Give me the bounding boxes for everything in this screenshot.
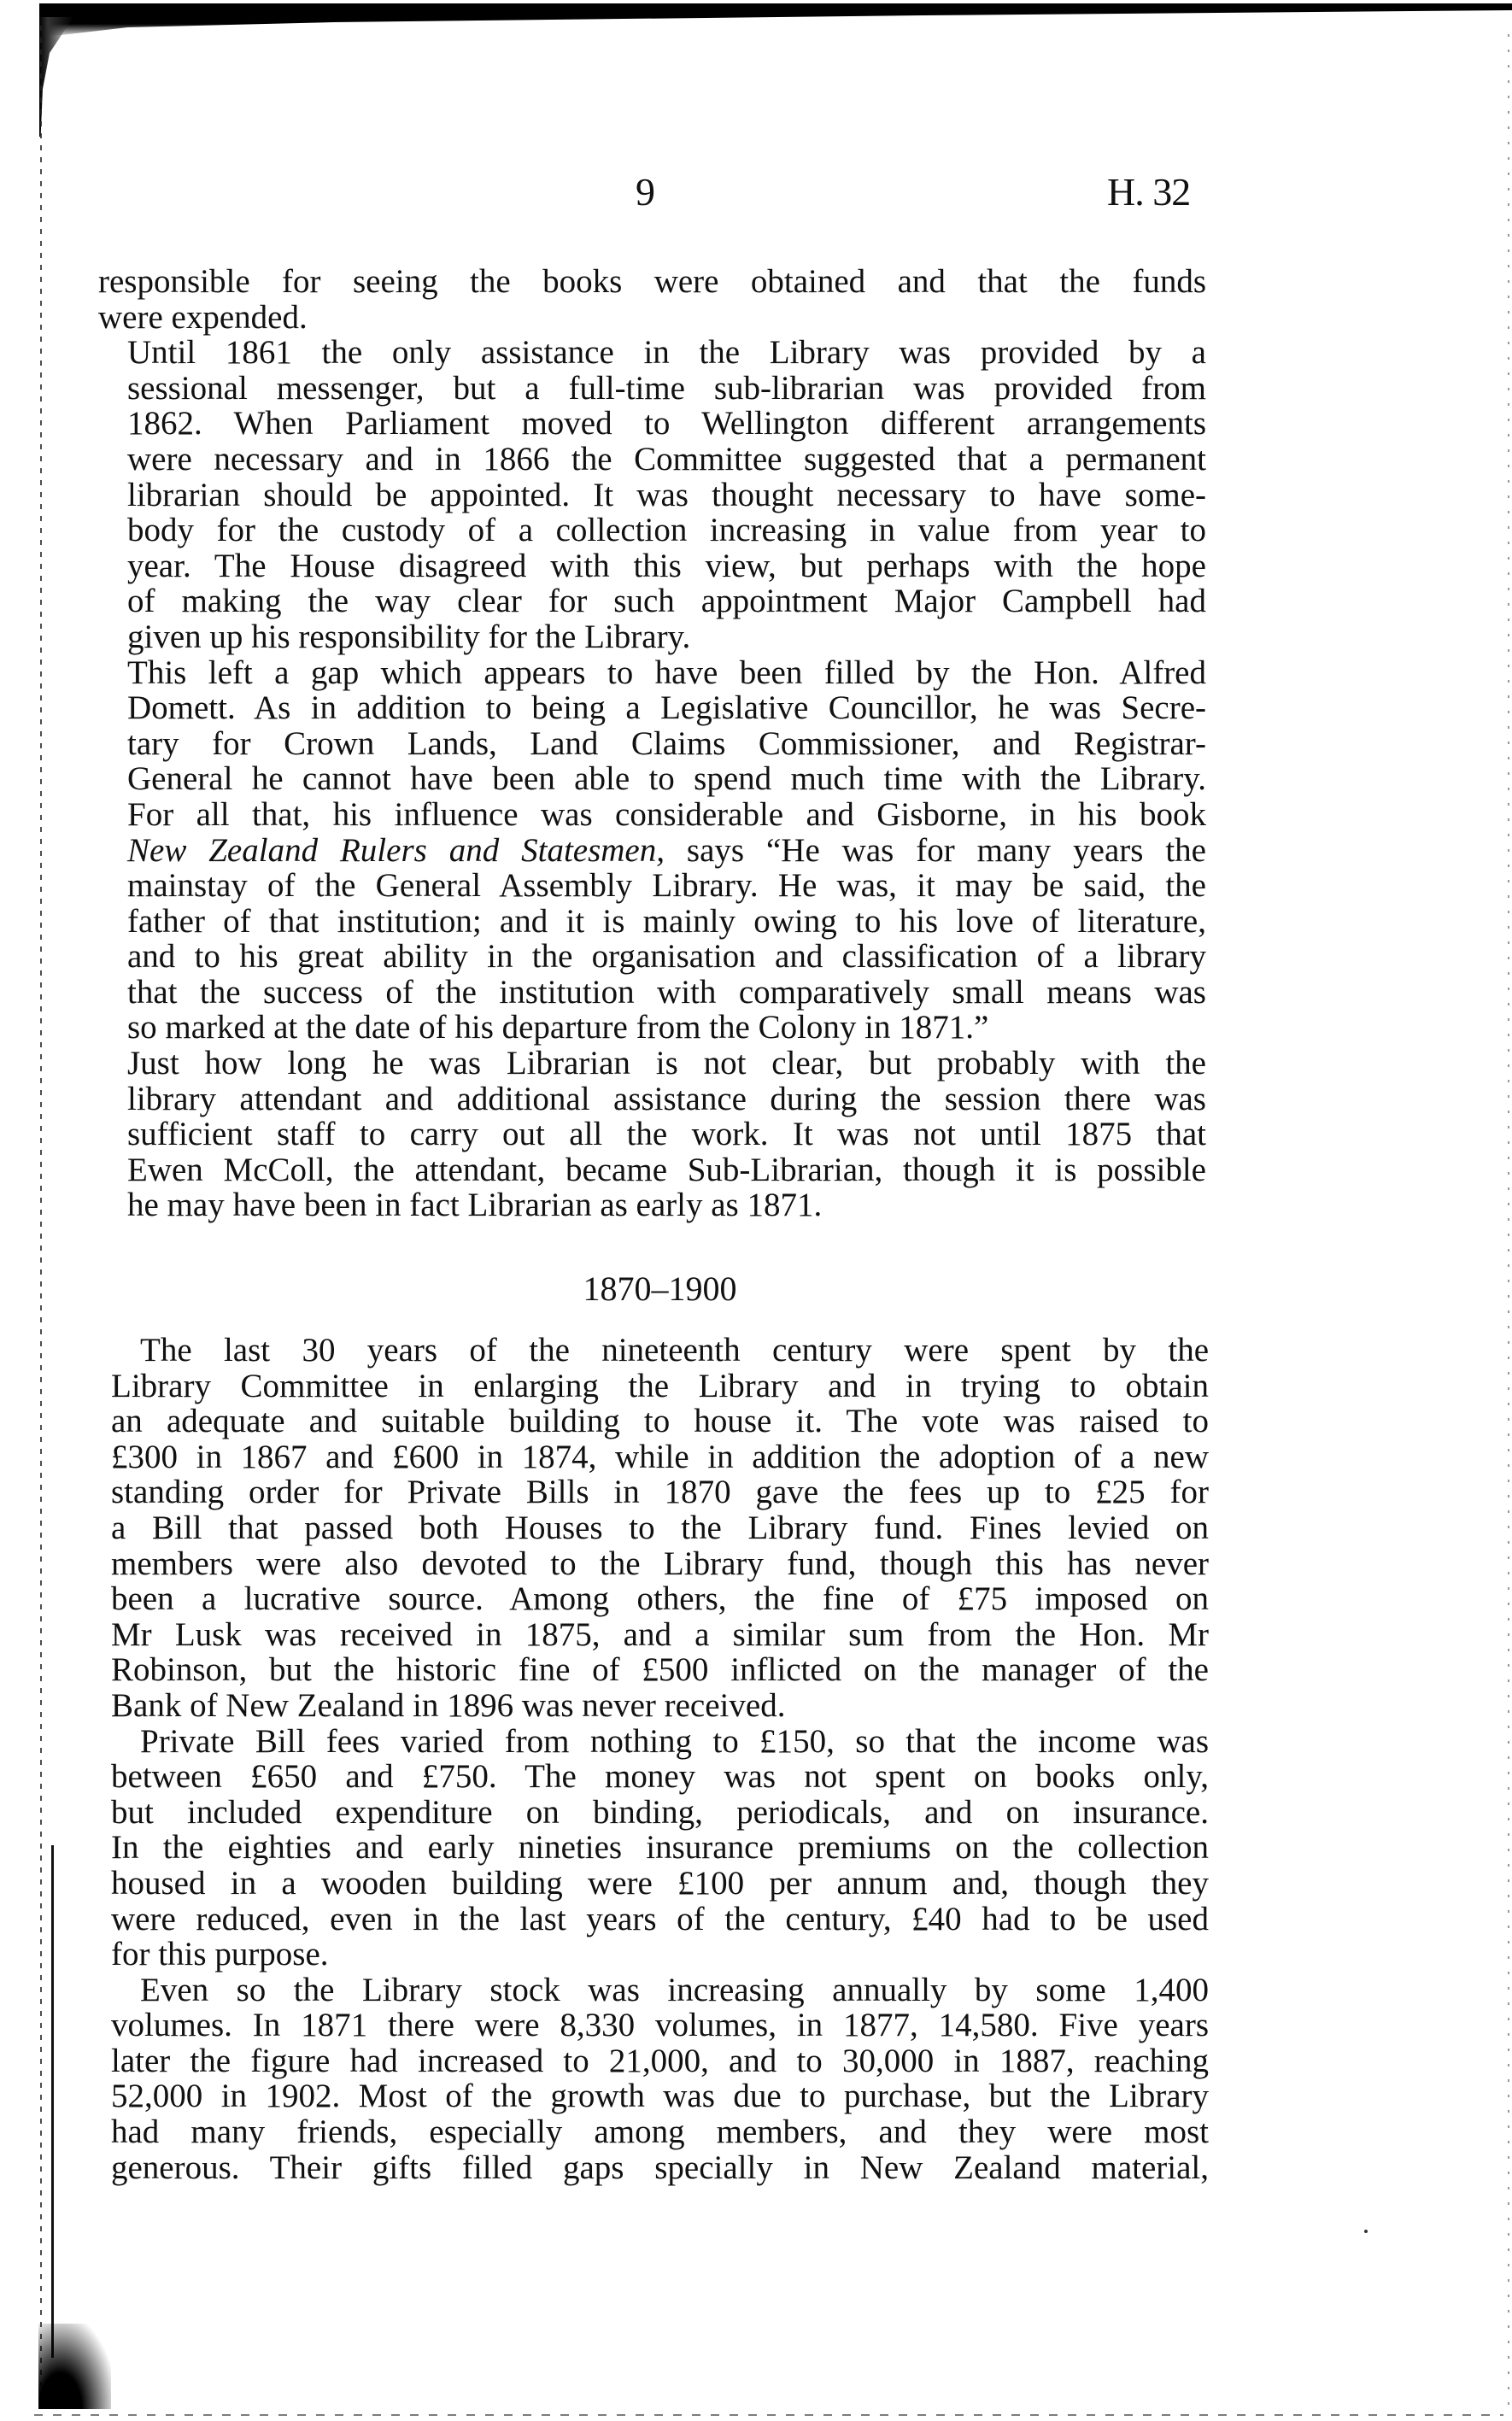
text-line: The last 30 years of the nineteenth century were spent by the [140,1332,1209,1369]
scan-edge-top [39,3,1512,38]
text-line: later the figure had increased to 21,000, and to 30,000 in 1887, reaching [111,2042,1209,2079]
text-line: Just how long he was Librarian is not clear, but probably with the [127,1045,1206,1082]
text-line: sufficient staff to carry out all the work. It was not until 1875 that [127,1116,1206,1153]
text-line-with-title [98,833,1206,869]
text-line: library attendant and additional assistance during the session there was [127,1080,1206,1117]
text-line: generous. Their gifts filled gaps specially in New Zealand material, [111,2148,1209,2186]
text-line: between £650 and £750. The money was not spent on books only, [111,1758,1209,1796]
scan-edge-left-shadow [51,1845,54,2358]
text-line: Even so the Library stock was increasing annually by some 1,400 [140,1971,1209,2008]
scan-speck [1364,2230,1368,2233]
scan-edge-left [40,26,42,2409]
paragraph [111,1724,1209,1973]
text-line: he may have been in fact Librarian as early as 1871. [127,1187,823,1224]
text-line: Ewen McColl, the attendant, became Sub-Librarian, though it is possible [127,1151,1206,1188]
text-line: Until 1861 the only assistance in the Library was provided by a [127,334,1206,372]
body-text-top [98,264,1206,1223]
text-line: Private Bill fees varied from nothing to £150, so that the income was [140,1722,1209,1760]
text-line: were necessary and in 1866 the Committee suggested that a permanent [127,440,1206,478]
scan-edge-corner [39,17,73,137]
text-line: mainstay of the General Assembly Library. He was, it may be said, the [127,867,1206,905]
text-line: librarian should be appointed. It was thought necessary to have some- [127,476,1206,513]
page-number: 9 [636,170,655,214]
text-line: General he cannot have been able to spend much time with the Library. [127,760,1206,798]
text-line: tary for Crown Lands, Land Claims Commissioner, and Registrar- [127,724,1206,762]
text-line: Mr Lusk was received in 1875, and a similar sum from the Hon. Mr [111,1615,1209,1653]
text-fragment: says “He was for many years the [686,831,1206,869]
document-reference: H. 32 [1107,170,1191,214]
text-line: given up his responsibility for the Library. [127,618,691,655]
text-line: Domett. As in addition to being a Legislative Councillor, he was Secre- [127,689,1206,727]
text-line: and to his great ability in the organisation and classification of a library [127,938,1206,976]
text-line: This left a gap which appears to have been filled by the Hon. Alfred [127,654,1206,691]
text-line: standing order for Private Bills in 1870 gave the fees up to £25 for [111,1474,1209,1511]
text-line: of making the way clear for such appointment Major Campbell had [127,583,1206,620]
text-line: Bank of New Zealand in 1896 was never received. [111,1686,786,1724]
text-line: responsible for seeing the books were obtained and that the funds [98,263,1206,300]
paragraph [98,264,1206,335]
text-line: volumes. In 1871 there were 8,330 volumes, in 1877, 14,580. Five years [111,2007,1209,2044]
text-line: so marked at the date of his departure from the Colony in 1871.” [127,1009,989,1046]
text-line: been a lucrative source. Among others, the fine of £75 imposed on [111,1580,1209,1618]
text-line: housed in a wooden building were £100 per annum and, though they [111,1864,1209,1902]
text-line: sessional messenger, but a full-time sub-librarian was provided from [127,369,1206,407]
scan-edge-right [1508,34,1509,2409]
text-line: father of that institution; and it is mainly owing to his love of literature, [127,902,1206,940]
scan-edge-bottom [34,2414,1503,2416]
text-line: but included expenditure on binding, periodicals, and on insurance. [111,1793,1209,1831]
text-line: Robinson, but the historic fine of £500 inflicted on the manager of the [111,1651,1209,1689]
text-line: an adequate and suitable building to house it. The vote was raised to [111,1403,1209,1440]
body-text-bottom [111,1333,1209,2185]
book-title: New Zealand Rulers and Statesmen, [127,831,665,869]
text-line: had many friends, especially among members, and they were most [111,2113,1209,2151]
text-line: for this purpose. [111,1936,329,1973]
text-line: were reduced, even in the last years of the century, £40 had to be used [111,1900,1209,1937]
paragraph [98,335,1206,654]
text-line: a Bill that passed both Houses to the Library fund. Fines levied on [111,1509,1209,1546]
text-line: For all that, his influence was considerable and Gisborne, in his book [127,795,1206,833]
text-line: 52,000 in 1902. Most of the growth was due to purchase, but the Library [111,2078,1209,2115]
text-line: Library Committee in enlarging the Library and in trying to obtain [111,1367,1209,1404]
paragraph [98,655,1206,1046]
scan-edge-bottom-left [38,2324,111,2409]
text-line: body for the custody of a collection increasing in value from year to [127,512,1206,549]
section-heading: 1870–1900 [583,1269,737,1308]
text-line: £300 in 1867 and £600 in 1874, while in addition the adoption of a new [111,1438,1209,1475]
text-line: year. The House disagreed with this view, but perhaps with the hope [127,547,1206,584]
paragraph [111,1973,1209,2186]
text-line: that the success of the institution with comparatively small means was [127,973,1206,1011]
text-line: were expended. [98,298,308,336]
text-line: 1862. When Parliament moved to Wellington different arrangements [127,405,1206,443]
text-line: members were also devoted to the Library fund, though this has never [111,1545,1209,1582]
paragraph [98,1046,1206,1223]
text-line: In the eighties and early nineties insurance premiums on the collection [111,1829,1209,1867]
paragraph [111,1333,1209,1724]
